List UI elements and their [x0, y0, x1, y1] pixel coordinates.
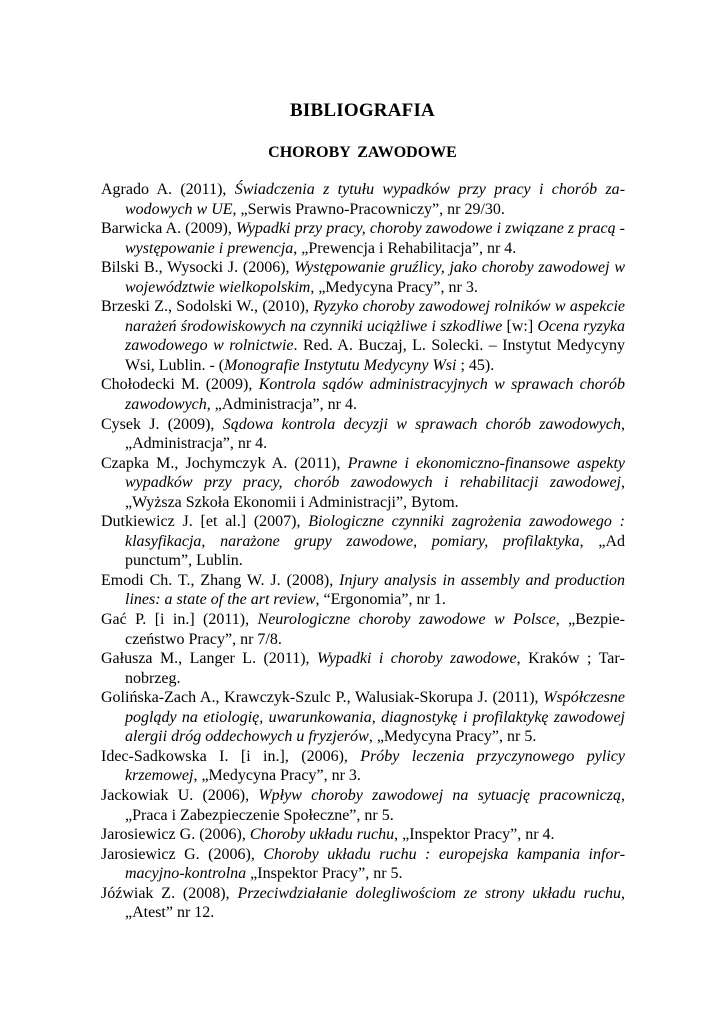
bibliography-entry: Jarosiewicz G. (2006), Choroby układu ruchu : europejska kampania informacyjno-kontrolna „Inspektor Pracy”, nr 5. [101, 845, 626, 883]
bibliography-list [101, 180, 625, 923]
bibliography-entry: Czapka M., Jochymczyk A. (2011), Prawne i ekonomiczno-finansowe aspekty wypadków przy pracy, chorób zawodowych i rehabilitacji zawodowej, „Wyższa Szkoła Ekonomii i Administracji”, Bytom. [101, 454, 625, 511]
bibliography-entry: Gać P. [i in.] (2011), Neurologiczne choroby zawodowe w Polsce, „Bezpieczeństwo Pracy”, nr 7/8. [101, 611, 625, 648]
bibliography-entry: Gałusza M., Langer L. (2011), Wypadki i choroby zawodowe, Kraków ; Tarnobrzeg. [101, 650, 625, 687]
bibliography-entry: Barwicka A. (2009), Wypadki przy pracy, choroby zawodowe i związane z pracą - występowanie i prewencja, „Prewencja i Rehabilitacja”, nr 4. [101, 220, 625, 257]
section-heading: CHOROBY ZAWODOWE [268, 144, 457, 161]
page-title: BIBLIOGRAFIA [290, 100, 435, 121]
bibliography-entry: Jarosiewicz G. (2006), Choroby układu ruchu, „Inspektor Pracy”, nr 4. [101, 826, 555, 844]
bibliography-entry: Emodi Ch. T., Zhang W. J. (2008), Injury analysis in assembly and production lines: a state of the art review, “Ergonomia”, nr 1. [101, 571, 626, 609]
bibliography-entry: Bilski B., Wysocki J. (2006), Występowanie gruźlicy, jako choroby zawodowej w województwie wielkopolskim, „Medycyna Pracy”, nr 3. [101, 259, 625, 296]
bibliography-entry: Idec-Sadkowska I. [i in.], (2006), Próby leczenia przyczynowego pylicy krzemowej, „Medycyna Pracy”, nr 3. [101, 747, 625, 785]
bibliography-entry: Golińska-Zach A., Krawczyk-Szulc P., Walusiak-Skorupa J. (2011), Współczesne poglądy na etiologię, uwarunkowania, diagnostykę i profilaktykę zawodowej alergii dróg oddechowych u fryzjerów, „Medycyna Pracy”, nr 5. [101, 689, 625, 746]
bibliography-entry: Chołodecki M. (2009), Kontrola sądów administracyjnych w sprawach chorób zawodowych, „Administracja”, nr 4. [101, 376, 626, 414]
bibliography-entry: Cysek J. (2009), Sądowa kontrola decyzji w sprawach chorób zawodowych, „Administracja”, nr 4. [101, 415, 625, 453]
bibliography-entry: Jóźwiak Z. (2008), Przeciwdziałanie dolegliwościom ze strony układu ruchu, „Atest” nr 12. [101, 884, 625, 922]
bibliography-entry: Jackowiak U. (2006), Wpływ choroby zawodowej na sytuację pracowniczą, „Praca i Zabezpieczenie Społeczne”, nr 5. [101, 786, 625, 824]
bibliography-entry: Dutkiewicz J. [et al.] (2007), Biologiczne czynniki zagrożenia zawodowego : klasyfikacja, narażone grupy zawodowe, pomiary, profilaktyka, „Ad punctum”, Lublin. [101, 513, 625, 570]
bibliography-entry: Agrado A. (2011), Świadczenia z tytułu wypadków przy pracy i chorób zawodowych w UE, „Serwis Prawno-Pracowniczy”, nr 29/30. [101, 181, 626, 218]
bibliography-entry: Brzeski Z., Sodolski W., (2010), Ryzyko choroby zawodowej rolników w aspekcie narażeń środowiskowych na czynniki uciążliwe i szkodliwe [w:] Ocena ryzyka zawodowego w rolnictwie. Red. A. Buczaj, L. Solecki. – Instytut Medycyny Wsi, Lublin. - (Monografie Instytutu Medycyny Wsi ; 45). [101, 298, 626, 374]
